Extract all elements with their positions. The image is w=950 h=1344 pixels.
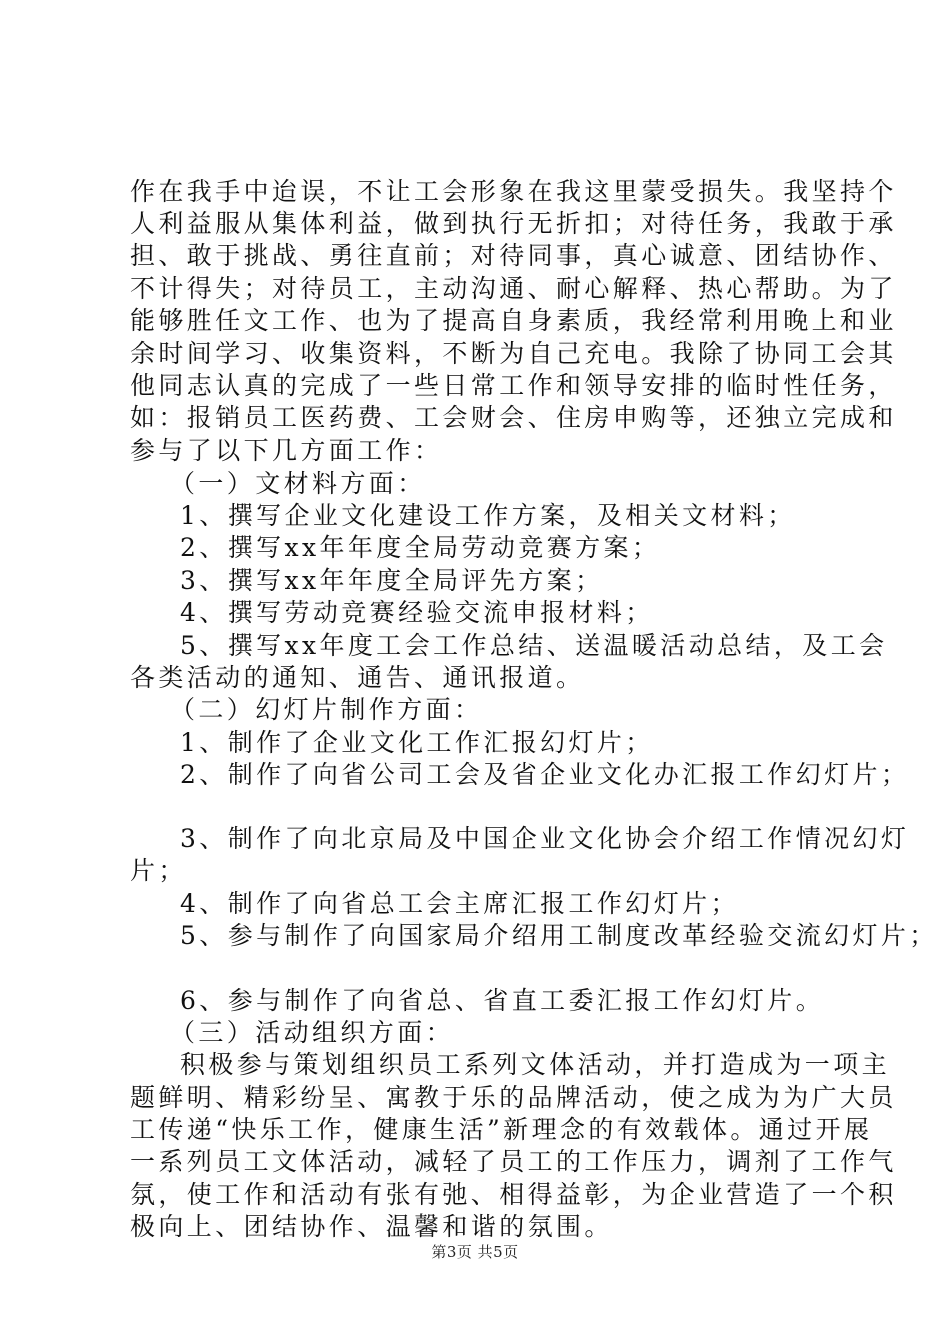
body-text-line: 人利益服从集体利益，做到执行无折扣；对待任务，我敢于承: [130, 209, 897, 238]
list-item: 4、制作了向省总工会主席汇报工作幻灯片；: [180, 889, 739, 918]
section-heading: （一）文材料方面：: [170, 469, 426, 498]
list-item: 1、制作了企业文化工作汇报幻灯片；: [180, 728, 654, 757]
list-item: 5、参与制作了向国家局介绍用工制度改革经验交流幻灯片；: [180, 921, 938, 950]
body-text-line: 能够胜任文工作、也为了提高自身素质，我经常利用晚上和业: [130, 306, 897, 335]
list-item: 2、制作了向省公司工会及省企业文化办汇报工作幻灯片；: [180, 760, 910, 789]
body-text-line: 参与了以下几方面工作：: [130, 436, 443, 465]
list-item: 2、撰写xx年年度全局劳动竞赛方案；: [180, 533, 661, 562]
body-text-line: 工传递“快乐工作，健康生活”新理念的有效载体。通过开展: [130, 1115, 873, 1144]
section-heading: （三）活动组织方面：: [170, 1018, 455, 1047]
body-text-line: 题鲜明、精彩纷呈、寓教于乐的品牌活动，使之成为为广大员: [130, 1083, 897, 1112]
body-text-line: 一系列员工文体活动，减轻了员工的工作压力，调剂了工作气: [130, 1147, 897, 1176]
list-item: 1、撰写企业文化建设工作方案，及相关文材料；: [180, 501, 796, 530]
list-item: 3、撰写xx年年度全局评先方案；: [180, 566, 604, 595]
body-text-line: 作在我手中迨误，不让工会形象在我这里蒙受损失。我坚持个: [130, 177, 897, 206]
list-item: 3、制作了向北京局及中国企业文化协会介绍工作情况幻灯: [180, 824, 910, 853]
body-text-line: 担、敢于挑战、勇往直前；对待同事，真心诚意、团结协作、: [130, 241, 897, 270]
body-text-line: 余时间学习、收集资料，不断为自己充电。我除了协同工会其: [130, 339, 897, 368]
list-item: 6、参与制作了向省总、省直工委汇报工作幻灯片。: [180, 986, 825, 1015]
list-item: 4、撰写劳动竞赛经验交流申报材料；: [180, 598, 654, 627]
body-text-line: 积极参与策划组织员工系列文体活动，并打造成为一项主: [180, 1050, 891, 1079]
section-heading: （二）幻灯片制作方面：: [170, 695, 483, 724]
page-number-footer: 第3页 共5页: [431, 1243, 519, 1261]
body-text-line: 不计得失；对待员工，主动沟通、耐心解释、热心帮助。为了: [130, 274, 897, 303]
body-text-line: 极向上、团结协作、温馨和谐的氛围。: [130, 1212, 613, 1241]
list-item: 5、撰写xx年度工会工作总结、送温暖活动总结，及工会: [180, 631, 888, 660]
body-text-line: 他同志认真的完成了一些日常工作和领导安排的临时性任务，: [130, 371, 897, 400]
list-item-continuation: 各类活动的通知、通告、通讯报道。: [130, 663, 585, 692]
list-item-continuation: 片；: [130, 856, 187, 885]
body-text-line: 如：报销员工医药费、工会财会、住房申购等，还独立完成和: [130, 403, 897, 432]
body-text-line: 氛，使工作和活动有张有弛、相得益彰，为企业营造了一个积: [130, 1180, 897, 1209]
